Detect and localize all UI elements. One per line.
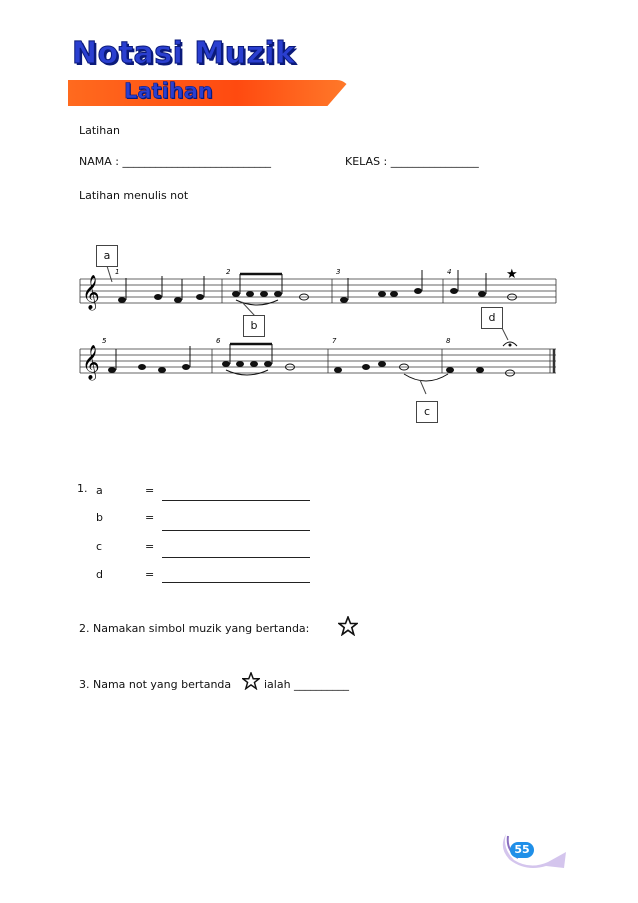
music-score <box>70 232 570 432</box>
callout-b: b <box>243 315 265 337</box>
q1-item-equals: = <box>145 540 155 553</box>
header-subtitle: Latihan <box>124 79 213 103</box>
q1-item-label: d <box>96 568 103 581</box>
page-number: 55 <box>510 842 534 858</box>
callout-a: a <box>96 245 118 267</box>
exercise-heading: Latihan menulis not <box>79 189 189 202</box>
staff-1 <box>80 279 556 303</box>
q1-item-label: c <box>96 540 103 553</box>
treble-clef-icon: 𝄞 <box>82 275 100 310</box>
staff-2-notes <box>108 342 517 381</box>
callout-d: d <box>481 307 503 329</box>
q1-item-label: a <box>96 484 103 497</box>
q1-answer-blank-d[interactable] <box>162 582 310 583</box>
star-icon: ★ <box>506 267 518 282</box>
header-title: Notasi Muzik <box>72 36 296 71</box>
name-field-label: NAMA : ___________________________ <box>79 155 271 168</box>
class-field-label: KELAS : ________________ <box>345 155 479 168</box>
staff-1-notes <box>118 270 517 305</box>
measure-number: 8 <box>446 337 451 345</box>
outline-star-icon <box>242 672 260 690</box>
measure-number: 1 <box>115 268 120 276</box>
callout-c: c <box>416 401 438 423</box>
q1-item-equals: = <box>145 484 155 497</box>
treble-clef-icon: 𝄞 <box>82 345 100 380</box>
measure-number: 2 <box>226 268 231 276</box>
measure-number: 5 <box>102 337 107 345</box>
question-1-number: 1. <box>77 482 88 495</box>
q1-item-equals: = <box>145 511 155 524</box>
section-label: Latihan <box>79 124 120 137</box>
question-2-text: 2. Namakan simbol muzik yang bertanda: <box>79 622 310 635</box>
q1-answer-blank-c[interactable] <box>162 557 310 558</box>
q1-answer-blank-a[interactable] <box>162 500 310 501</box>
measure-number: 6 <box>216 337 221 345</box>
q1-answer-blank-b[interactable] <box>162 530 310 531</box>
measure-number: 7 <box>332 337 337 345</box>
staff-2 <box>80 349 556 373</box>
question-3-answer: ialah __________ <box>264 678 350 691</box>
q1-item-label: b <box>96 511 103 524</box>
q1-item-equals: = <box>145 568 155 581</box>
outline-star-icon <box>338 616 358 636</box>
question-3-text: 3. Nama not yang bertanda <box>79 678 232 691</box>
measure-number: 3 <box>336 268 341 276</box>
measure-number: 4 <box>447 268 452 276</box>
